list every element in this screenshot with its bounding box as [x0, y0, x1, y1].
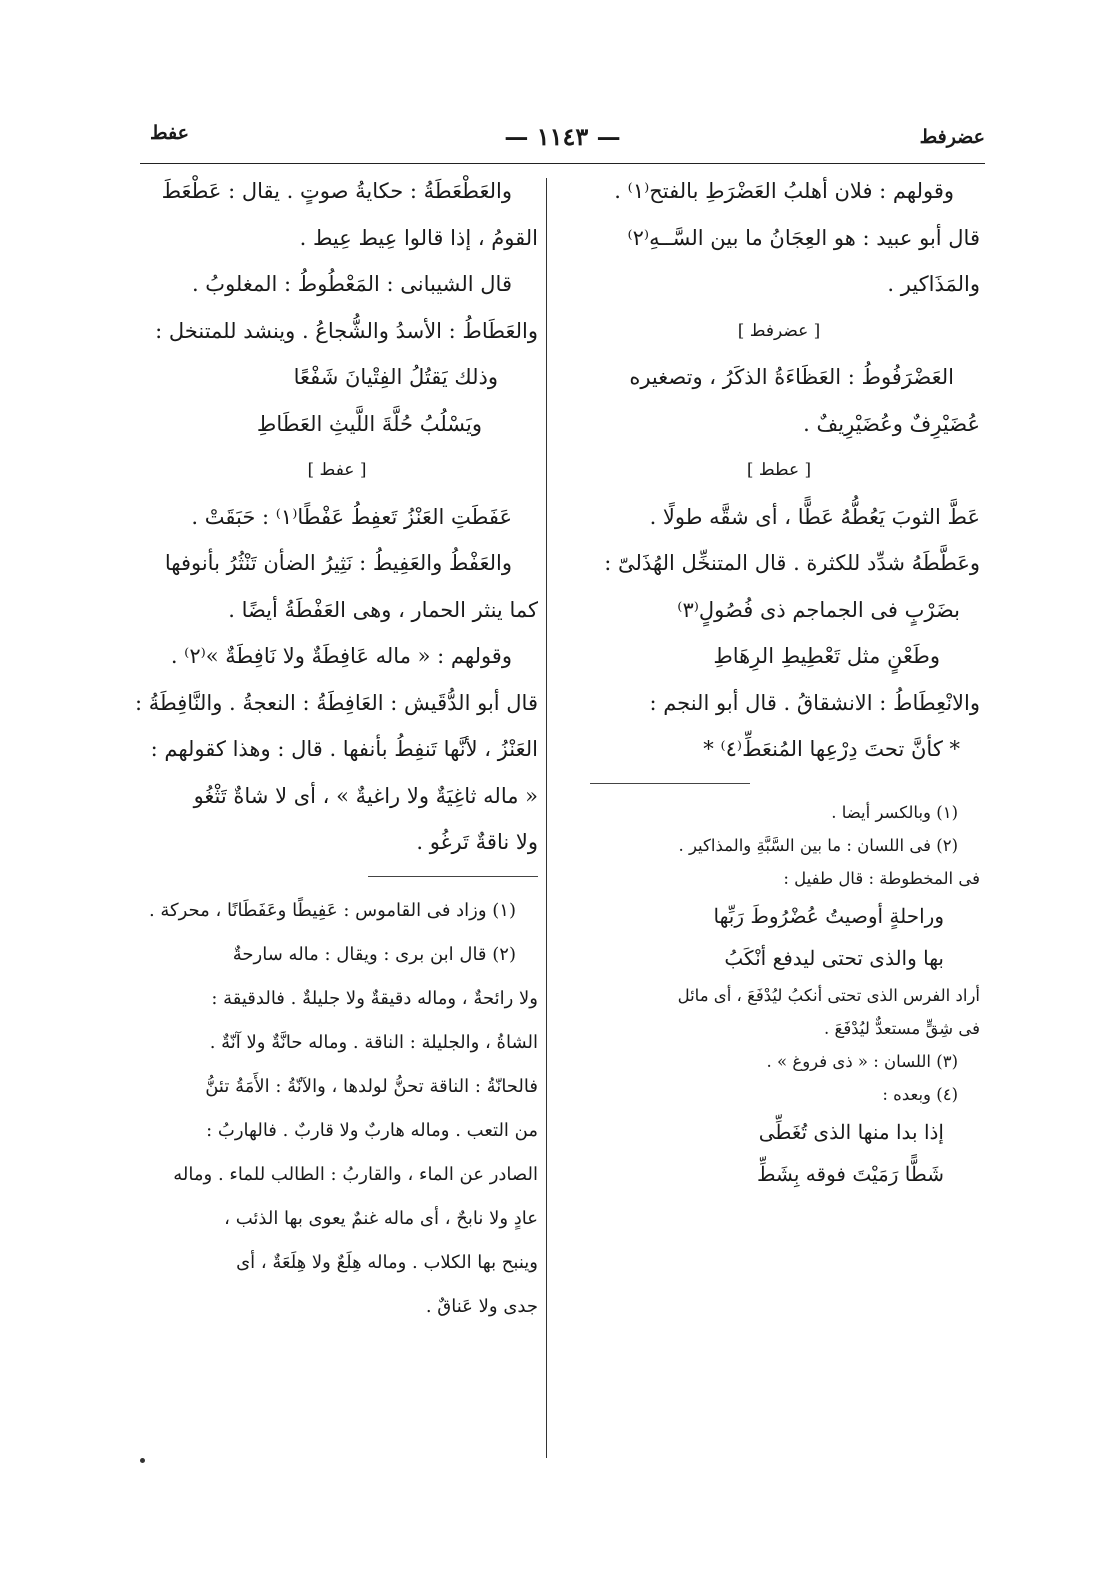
text-line: العَضْرَفُوطُ : العَظَاءَةُ الذكَرُ ، وتصغيره — [629, 365, 954, 389]
text-line: وقولهم : فلان أهلبُ العَضْرَطِ بالفتح⁽١⁾ . — [614, 179, 954, 203]
footnote: فالحانّةُ : الناقة تحنُّ لولدها ، والآنّةُ : الأَمَةُ تئنُّ — [205, 1075, 538, 1097]
column-divider — [546, 178, 547, 1458]
header-keyword-left: عفط — [150, 122, 189, 144]
footnote: (٤) وبعده : — [882, 1084, 958, 1104]
page-number: — ١١٤٣ — — [504, 122, 621, 151]
text-line: عَطَّ الثوبَ يَعُطُّهُ عَطًّا ، أى شقَّه طولًا . — [649, 504, 980, 529]
entry-heading: [ عضرفط ] — [737, 320, 821, 341]
footnote: (١) وزاد فى القاموس : عَفِيطًا وعَفَطَانًا ، محركة . — [148, 899, 516, 921]
footnote: جدى ولا عَناقٌ . — [425, 1295, 538, 1317]
text-line: عُضَيْرِفٌ وعُضَيْرِيفٌ . — [803, 411, 980, 436]
header-rule — [140, 163, 985, 164]
entry-heading: [ عطط ] — [746, 460, 812, 480]
footnote: الصادر عن الماء ، والقاربُ : الطالب للماء . وماله — [173, 1163, 538, 1185]
text-line: والمَذَاكير . — [887, 272, 980, 296]
verse-line: وطَعْنٍ مثل تَعْطِيطِ الرِهَاطِ — [713, 644, 940, 668]
footnote: (٢) قال ابن برى : ويقال : ماله سارحةٌ — [232, 943, 516, 965]
text-line: العَنْزُ ، لأنَّها تَنفِطُ بأنفها . قال : وهذا كقولهم : — [150, 737, 538, 761]
page-header — [140, 122, 985, 164]
text-line: قال أبو الدُّقَيش : العَافِطَةُ : النعجةُ . والنَّافِطَةُ : — [134, 690, 538, 715]
footnote: أراد الفرس الذى تحتى أنكبُ ليُدْفَعَ ، أى مائل — [677, 985, 980, 1005]
verse-line: ويَسْلُبُ حُلَّةَ اللَّيثِ العَطَاطِ — [256, 411, 482, 436]
footnote: عادٍ ولا نابحٌ ، أى ماله غنمٌ يعوى بها الذئب ، — [224, 1207, 538, 1229]
footnote-verse: إذا بدا منها الذى تُغَطِّى — [758, 1119, 944, 1144]
footnote: فى شِقٍّ مستعدٌّ ليُدْفَعَ . — [824, 1018, 980, 1038]
footnote-verse: بها والذى تحتى ليدفع أنْكَبُ — [724, 945, 944, 970]
footnote: الشاةُ ، والجليلة : الناقة . وماله حانَّةٌ ولا آنّةٌ . — [209, 1031, 538, 1053]
left-column — [136, 168, 538, 1329]
text-line: والعَطَاطُ : الأسدُ والشُّجاعُ . وينشد للمتنخل : — [155, 318, 538, 343]
footnote: ولا رائحةٌ ، وماله دقيقةٌ ولا جليلةٌ . فالدقيقة : — [211, 987, 538, 1009]
footnote: فى المخطوطة : قال طفيل : — [783, 868, 980, 888]
entry-heading: [ عفط ] — [307, 460, 367, 480]
text-line: عَفَطَتِ العَنْزُ تَعفِطُ عَفْطًا⁽١⁾ : حَبَقَتْ . — [191, 504, 512, 529]
text-line: وعَطَّطَهُ شدِّد للكثرة . قال المتنخِّل الهُذَلىّ : — [604, 551, 980, 575]
text-line: والعَفْطُ والعَفِيطُ : نَثِيرُ الضأن تَنْثُرُ بأنوفها — [164, 551, 512, 575]
text-line: قال أبو عبيد : هو العِجَانُ ما بين السَّــهِ⁽٢⁾ — [627, 225, 980, 250]
verse-line: بضَرْبٍ فى الجماجم ذى فُصُولٍ⁽٣⁾ — [677, 597, 960, 622]
footnote-verse: شَطًّا رَمَيْتَ فوقه بِشَطِّ — [757, 1161, 944, 1186]
footnote-separator — [590, 783, 750, 784]
header-keyword-right: عضرفط — [919, 126, 985, 148]
text-line: « ماله ثاغِيَةٌ ولا راغيةٌ » ، أى لا شاةٌ تَثْغُو — [193, 783, 538, 808]
footnote: وينبح بها الكلاب . وماله هِلَعٌ ولا هِلَعَةٌ ، أى — [236, 1251, 538, 1273]
text-line: وقولهم : « ماله عَافِطَةٌ ولا نَافِطَةٌ »⁽٢⁾ . — [170, 644, 512, 668]
text-line: قال الشيبانى : المَعْطُوطُ : المغلوبُ . — [191, 272, 512, 296]
footnote-verse: وراحلةٍ أوصيتُ عُضْرُوطَ رَبِّها — [713, 903, 944, 928]
footnote: (٢) فى اللسان : ما بين السَّبَّةِ والمذاكير . — [678, 835, 958, 855]
text-line: القومُ ، إذا قالوا عِيط عِيط . — [299, 225, 538, 250]
footnote: (١) وبالكسر أيضا . — [831, 802, 958, 822]
right-column — [578, 168, 980, 1195]
ink-dot — [140, 1458, 145, 1463]
text-line: والعَطْعَطَةُ : حكايةُ صوتٍ . يقال : عَطْعَطَ — [161, 179, 512, 203]
footnote: (٣) اللسان : « ذى فروغ » . — [766, 1051, 958, 1071]
text-line: ولا ناقةٌ تَرغُو . — [416, 830, 538, 854]
footnote-separator — [368, 876, 538, 877]
text-line: كما ينثر الحمار ، وهى العَفْطَةُ أيضًا . — [228, 597, 538, 622]
verse-line: وذلك يَقتُلُ الفِتْيانَ شَفْعًا — [293, 365, 498, 389]
text-line: والانْعِطَاطُ : الانشقاقُ . قال أبو النجم : — [649, 690, 980, 715]
verse-line: * كأنَّ تحتَ دِرْعِها المُنعَطِّ⁽٤⁾ * — [703, 737, 960, 761]
footnote: من التعب . وماله هاربٌ ولا قاربٌ . فالهاربُ : — [206, 1119, 538, 1141]
